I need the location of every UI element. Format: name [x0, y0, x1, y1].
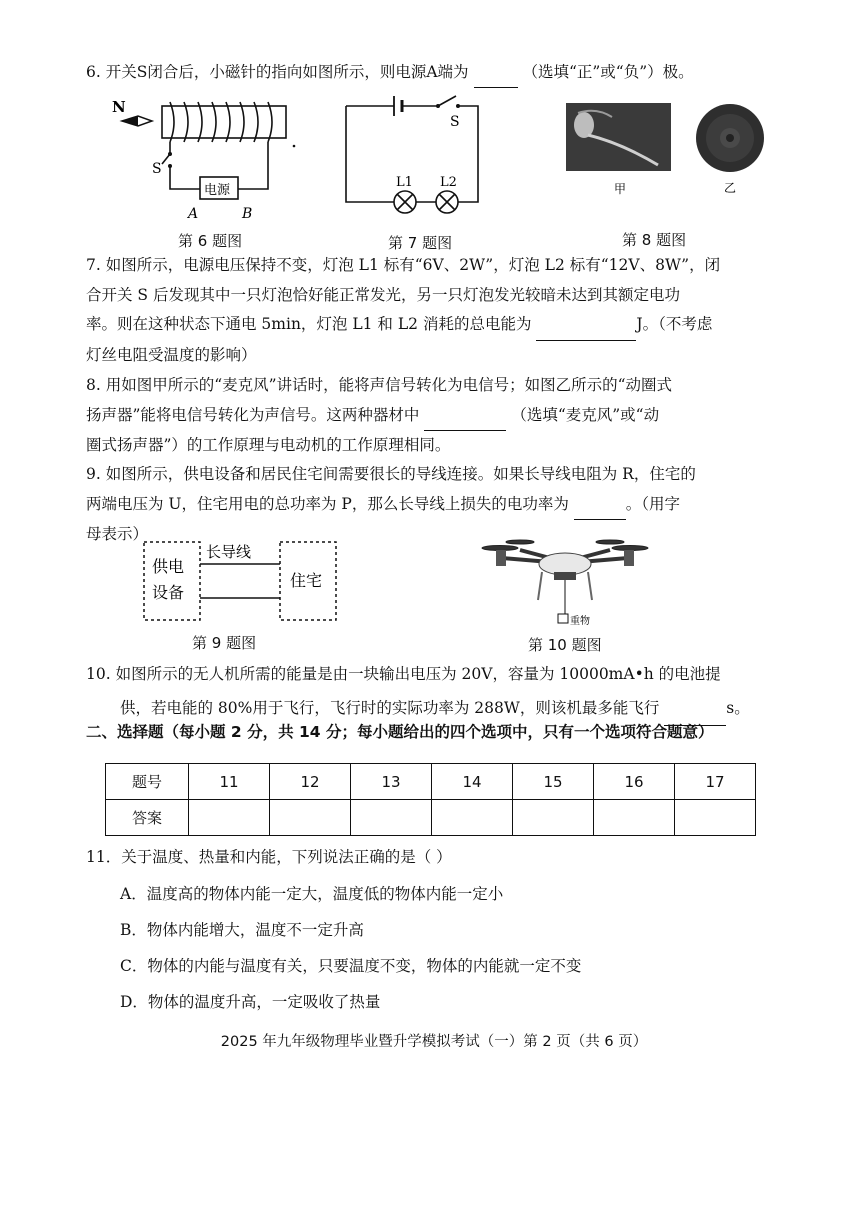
answer-cell[interactable] [675, 800, 756, 836]
page-footer: 2025 年九年级物理毕业暨升学模拟考试（一）第 2 页（共 6 页） [220, 1034, 648, 1050]
q7-line-4: 灯丝电阻受温度的影响） [86, 345, 257, 364]
q11-option-c[interactable]: C．物体的内能与温度有关，只要温度不变，物体的内能就一定不变 [120, 957, 582, 975]
q9-left-box-2: 设备 [152, 583, 185, 602]
q9-right-box: 住宅 [290, 571, 323, 590]
answer-cell[interactable] [432, 800, 513, 836]
q10-weight-label: 重物 [570, 616, 590, 627]
q6-answer-blank[interactable] [474, 58, 518, 88]
answer-table-number: 14 [432, 764, 513, 800]
answer-cell[interactable] [513, 800, 594, 836]
answer-table-number: 15 [513, 764, 594, 800]
question-10 [86, 657, 776, 726]
q9-caption: 第 9 题图 [192, 634, 257, 652]
figure-6-solenoid [108, 94, 308, 224]
q7-line-1: 如图所示，电源电压保持不变，灯泡 L1 标有“6V、2W”，灯泡 L2 标有“12V、8W”，闭 [105, 256, 721, 274]
q9-answer-blank[interactable] [574, 490, 626, 521]
q6-text-1: 开关S闭合后，小磁针的指向如图所示，则电源A端为 [105, 63, 469, 81]
answer-cell[interactable] [594, 800, 675, 836]
answer-table [105, 763, 756, 836]
q8-line-1: 用如图甲所示的“麦克风”讲话时，能将声信号转化为电信号；如图乙所示的“动圈式 [105, 376, 673, 394]
q6-n-label: N [112, 98, 126, 116]
q9-line-2b: 。（用字 [625, 494, 681, 513]
q7-answer-blank[interactable] [536, 310, 636, 341]
q7-caption: 第 7 题图 [388, 234, 453, 252]
q6-text-2: （选填“正”或“负”）极。 [522, 63, 694, 81]
q11-option-b[interactable]: B．物体内能增大，温度不一定升高 [120, 921, 364, 939]
q7-l1-label: L1 [396, 175, 413, 190]
figure-8-microphone-photo [566, 103, 686, 195]
q8-line-2a: 扬声器”能将电信号转化为声信号。这两种器材中 [86, 405, 420, 424]
answer-table-number: 17 [675, 764, 756, 800]
q10-number: 10. [86, 665, 111, 683]
section-2-heading: 二、选择题（每小题 2 分，共 14 分；每小题给出的四个选项中，只有一个选项符合题意） [86, 723, 714, 741]
q6-number: 6. [86, 63, 101, 81]
q7-line-2: 合开关 S 后发现其中一只灯泡恰好能正常发光，另一只灯泡发光较暗未达到其额定电功 [86, 285, 680, 304]
q10-line-2a: 供，若电能的 80%用于飞行，飞行时的实际功率为 288W，则该机最多能飞行 [120, 699, 660, 717]
q7-number: 7. [86, 256, 101, 274]
figure-7-circuit [338, 88, 486, 220]
q7-line-3b: J。（不考虑 [636, 315, 713, 333]
figure-8-speaker-photo [694, 102, 774, 194]
q9-line-1: 如图所示，供电设备和居民住宅间需要很长的导线连接。如果长导线电阻为 R，住宅的 [105, 465, 696, 483]
q6-caption: 第 6 题图 [178, 232, 243, 250]
q8-yi-label: 乙 [724, 181, 737, 194]
answer-table-answer-row [106, 800, 756, 836]
question-6 [86, 58, 776, 88]
answer-cell[interactable] [351, 800, 432, 836]
q9-line-3: 母表示） [86, 525, 149, 543]
answer-table-number: 11 [189, 764, 270, 800]
q6-power-label: 电源 [204, 183, 231, 198]
question-8 [86, 371, 776, 461]
q10-caption: 第 10 题图 [528, 636, 602, 654]
q8-line-2b: （选填“麦克风”或“动 [511, 405, 660, 424]
answer-table-number: 16 [594, 764, 675, 800]
answer-table-number: 13 [351, 764, 432, 800]
answer-table-header-row [106, 764, 756, 800]
q7-line-3a: 率。则在这种状态下通电 5min，灯泡 L1 和 L2 消耗的总电能为 [86, 315, 532, 333]
q11-option-d[interactable]: D．物体的温度升高，一定吸收了热量 [120, 993, 381, 1011]
q9-line-2a: 两端电压为 U，住宅用电的总功率为 P，那么长导线上损失的电功率为 [86, 494, 569, 513]
answer-table-answer-label: 答案 [106, 800, 189, 836]
question-9 [86, 460, 776, 550]
q10-line-2b: s。 [726, 699, 750, 717]
q11-option-a[interactable]: A．温度高的物体内能一定大，温度低的物体内能一定小 [120, 885, 504, 903]
question-11-stem: 11．关于温度、热量和内能，下列说法正确的是（ ） [86, 848, 452, 866]
q8-line-3: 圈式扬声器”）的工作原理与电动机的工作原理相同。 [86, 436, 451, 454]
q8-jia-label: 甲 [614, 182, 627, 195]
q6-a-label: A [188, 206, 199, 222]
q6-b-label: B [242, 206, 253, 222]
answer-table-number: 12 [270, 764, 351, 800]
q9-left-box-1: 供电 [152, 557, 185, 576]
q8-answer-blank[interactable] [424, 401, 506, 432]
answer-cell[interactable] [270, 800, 351, 836]
q7-l2-label: L2 [440, 175, 457, 190]
q10-line-1: 如图所示的无人机所需的能量是由一块输出电压为 20V，容量为 10000mA•h 的电池提 [115, 665, 721, 683]
q8-caption: 第 8 题图 [622, 231, 687, 249]
q9-number: 9. [86, 465, 101, 483]
q8-number: 8. [86, 376, 101, 394]
figure-10-drone [480, 538, 650, 634]
question-7 [86, 251, 776, 370]
q7-s-label: S [450, 114, 460, 130]
q9-wire-label: 长导线 [206, 543, 252, 561]
answer-cell[interactable] [189, 800, 270, 836]
answer-table-header-label: 题号 [106, 764, 189, 800]
q6-s-label: S [152, 161, 162, 177]
figure-9-power-line [140, 538, 340, 624]
